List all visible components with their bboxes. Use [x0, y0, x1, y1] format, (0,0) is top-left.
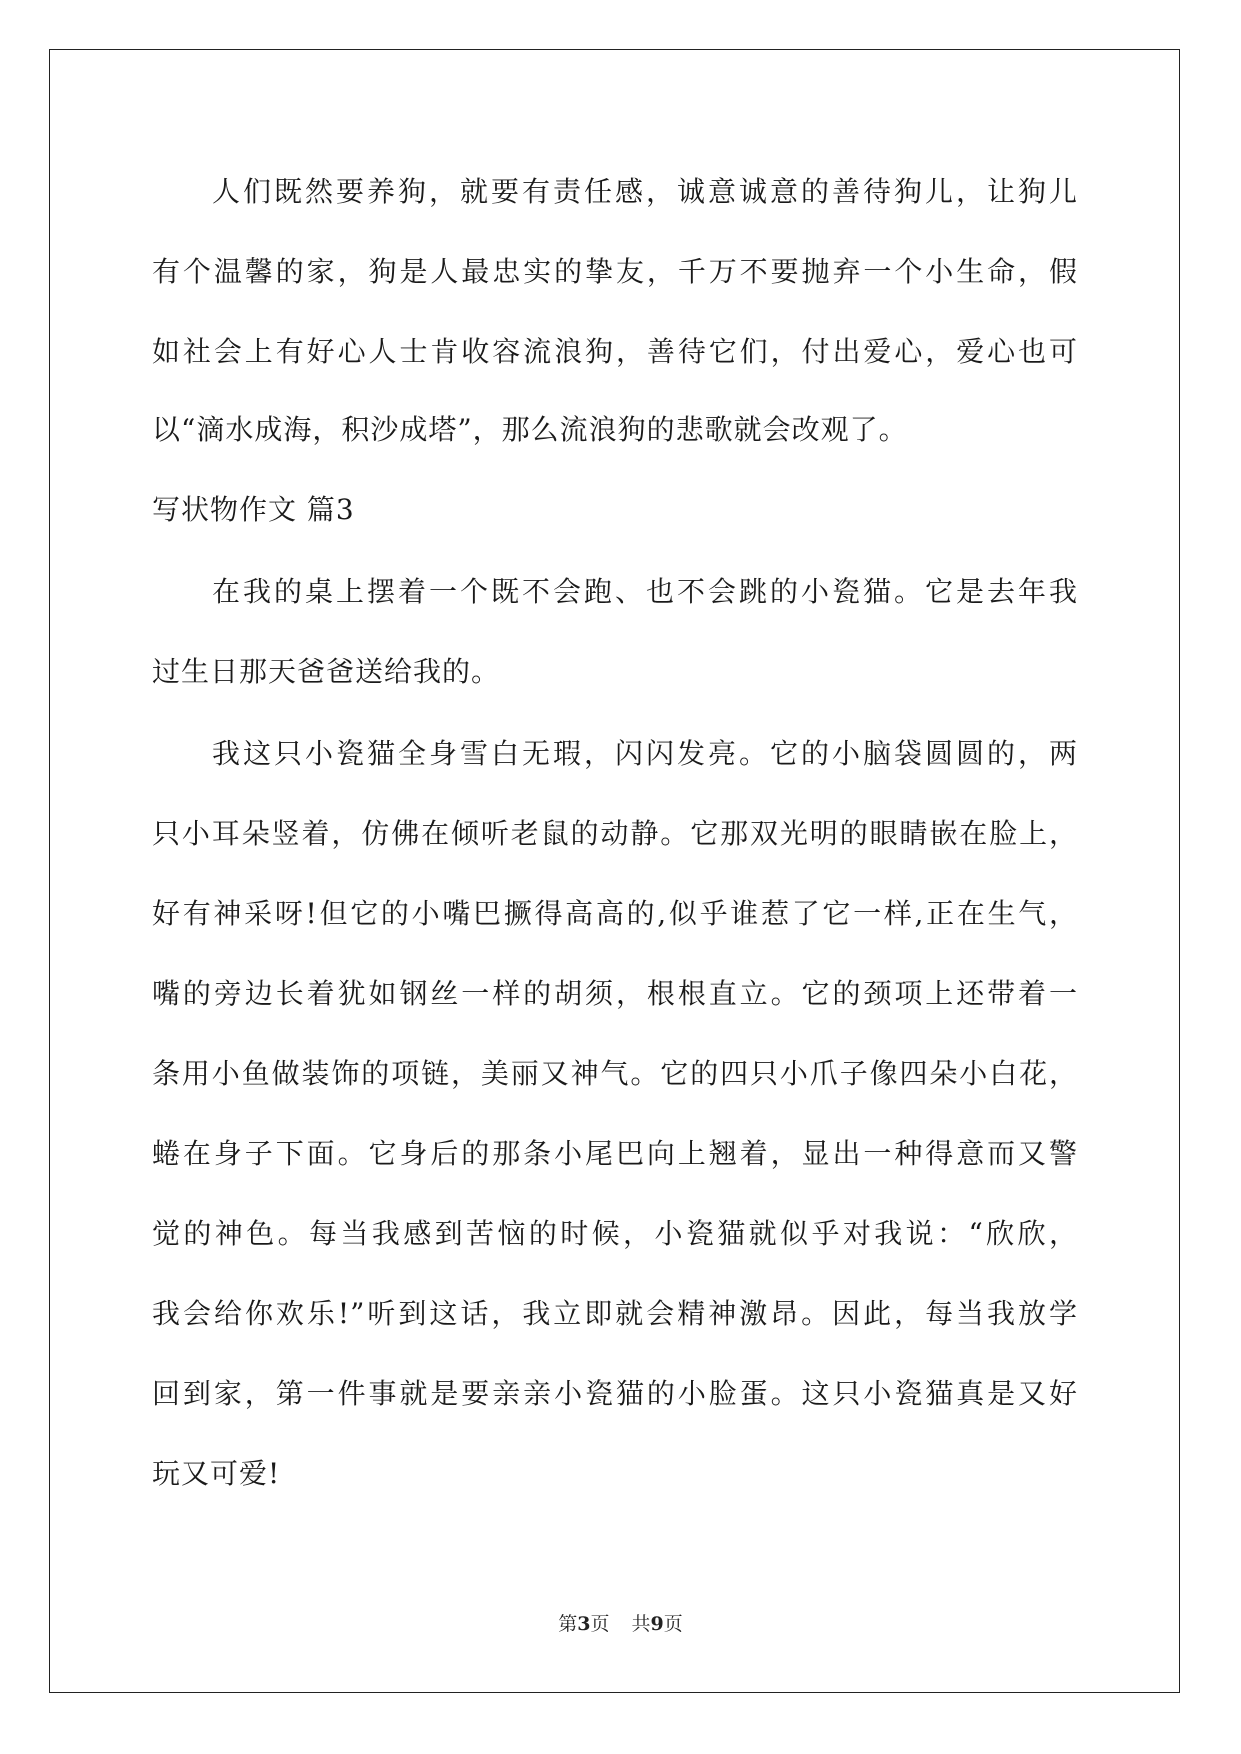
page-current: 3	[577, 1613, 591, 1635]
paragraph-line: 在我的桌上摆着一个既不会跑、也不会跳的小瓷猫。它是去年我	[212, 575, 1078, 608]
paragraph-line: 觉的神色。每当我感到苦恼的时候，小瓷猫就似乎对我说：“欣欣，	[152, 1217, 1078, 1250]
paragraph-line: 条用小鱼做装饰的项链，美丽又神气。它的四只小爪子像四朵小白花，	[152, 1057, 1078, 1090]
section-heading: 写状物作文 篇3	[152, 493, 355, 526]
paragraph-line: 我这只小瓷猫全身雪白无瑕，闪闪发亮。它的小脑袋圆圆的，两	[212, 737, 1078, 770]
paragraph-line: 如社会上有好心人士肯收容流浪狗，善待它们，付出爱心，爱心也可	[152, 335, 1078, 368]
paragraph-line: 只小耳朵竖着，仿佛在倾听老鼠的动静。它那双光明的眼睛嵌在脸上，	[152, 817, 1078, 850]
paragraph-line: 以“滴水成海，积沙成塔”，那么流浪狗的悲歌就会改观了。	[152, 413, 908, 446]
paragraph-line: 过生日那天爸爸送给我的。	[152, 655, 501, 688]
paragraph-line: 回到家，第一件事就是要亲亲小瓷猫的小脸蛋。这只小瓷猫真是又好	[152, 1377, 1078, 1410]
paragraph-line: 我会给你欢乐!”听到这话，我立即就会精神激昂。因此，每当我放学	[152, 1297, 1078, 1330]
page-prefix: 第	[558, 1613, 578, 1635]
page-unit: 页	[590, 1613, 610, 1635]
page-total: 9	[650, 1613, 664, 1635]
page-footer	[0, 1612, 1241, 1636]
paragraph-line: 嘴的旁边长着犹如钢丝一样的胡须，根根直立。它的颈项上还带着一	[152, 977, 1078, 1010]
page-border	[49, 49, 1180, 1693]
paragraph-line: 人们既然要养狗，就要有责任感，诚意诚意的善待狗儿，让狗儿	[212, 175, 1078, 208]
total-unit: 页	[663, 1613, 683, 1635]
total-prefix: 共	[631, 1613, 651, 1635]
paragraph-line: 有个温馨的家，狗是人最忠实的挚友，千万不要抛弃一个小生命，假	[152, 255, 1078, 288]
paragraph-line: 蜷在身子下面。它身后的那条小尾巴向上翘着，显出一种得意而又警	[152, 1137, 1078, 1170]
paragraph-line: 玩又可爱!	[152, 1457, 281, 1490]
paragraph-line: 好有神采呀!但它的小嘴巴撅得高高的,似乎谁惹了它一样,正在生气，	[152, 897, 1078, 930]
